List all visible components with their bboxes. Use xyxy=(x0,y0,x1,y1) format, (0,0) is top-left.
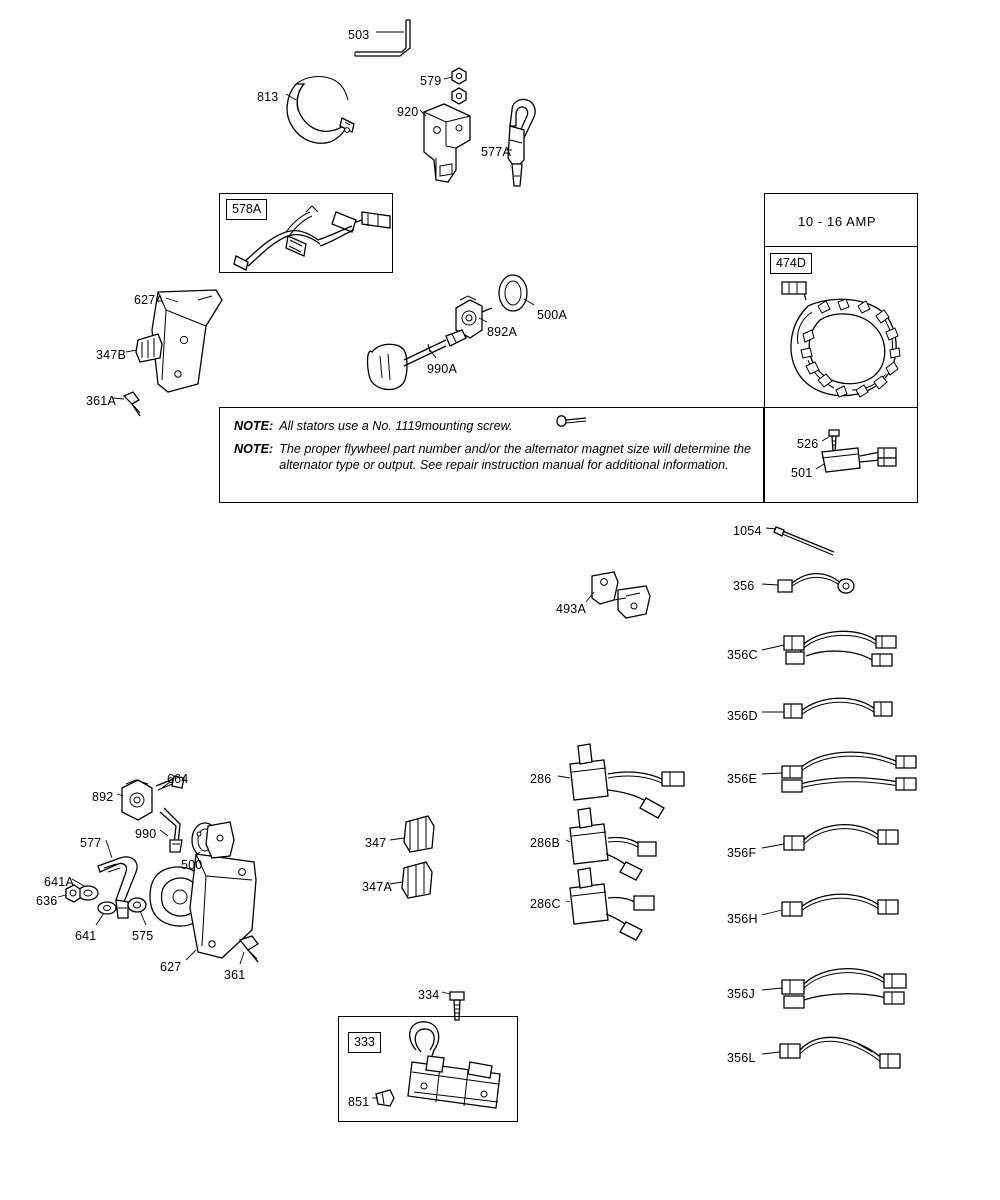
part-361A-artwork xyxy=(124,392,140,416)
callout-892: 892 xyxy=(92,790,114,804)
callout-356E: 356E xyxy=(727,772,757,786)
part-920-artwork xyxy=(424,104,470,182)
callout-286: 286 xyxy=(530,772,552,786)
amp-panel-title: 10 - 16 AMP xyxy=(798,214,877,229)
part-347-artwork xyxy=(404,816,434,852)
callout-356: 356 xyxy=(733,579,755,593)
callout-500: 500 xyxy=(181,858,203,872)
note-text: The proper flywheel part number and/or the alternator magnet size will determine the alternator type or output. See repair instruction manual for additional information. xyxy=(279,441,751,473)
callout-356L: 356L xyxy=(727,1051,756,1065)
callout-500A: 500A xyxy=(537,308,567,322)
callout-575: 575 xyxy=(132,929,154,943)
callout-526: 526 xyxy=(797,437,819,451)
callout-1054: 1054 xyxy=(733,524,762,538)
callout-356C: 356C xyxy=(727,648,758,662)
callout-361A: 361A xyxy=(86,394,116,408)
part-641-artwork xyxy=(98,902,116,914)
callout-636: 636 xyxy=(36,894,58,908)
callout-503: 503 xyxy=(348,28,370,42)
callout-641A: 641A xyxy=(44,875,74,889)
callout-box-578A: 578A xyxy=(226,199,267,220)
part-356E-artwork xyxy=(782,752,916,792)
callout-347B: 347B xyxy=(96,348,126,362)
notes-block xyxy=(219,407,764,503)
part-356L-artwork xyxy=(780,1037,900,1068)
callout-627A: 627A xyxy=(134,293,164,307)
callout-990A: 990A xyxy=(427,362,457,376)
part-577A-artwork xyxy=(508,99,535,186)
amp-panel-divider xyxy=(764,246,918,247)
amp-panel-divider-2 xyxy=(764,407,918,408)
note-tag: NOTE: xyxy=(234,419,274,433)
part-500A-artwork xyxy=(499,275,527,311)
part-286-artwork xyxy=(570,744,684,818)
callout-627: 627 xyxy=(160,960,182,974)
part-990A-artwork xyxy=(368,330,467,390)
callout-356J: 356J xyxy=(727,987,755,1001)
note-tag: NOTE: xyxy=(234,441,274,456)
part-356H-artwork xyxy=(782,894,898,916)
callout-579: 579 xyxy=(420,74,442,88)
part-356C-artwork xyxy=(784,631,896,666)
part-356-artwork xyxy=(778,574,854,593)
callout-356D: 356D xyxy=(727,709,758,723)
part-356J-artwork xyxy=(782,969,906,1008)
part-892-artwork xyxy=(122,780,152,820)
callout-920: 920 xyxy=(397,105,419,119)
part-493A-artwork xyxy=(592,572,650,618)
part-990-artwork xyxy=(160,808,182,852)
callout-501: 501 xyxy=(791,466,813,480)
part-1054-artwork xyxy=(774,527,834,555)
part-579-artwork xyxy=(452,68,466,104)
note-row-1 xyxy=(234,418,751,435)
callout-990: 990 xyxy=(135,827,157,841)
callout-356F: 356F xyxy=(727,846,757,860)
part-356D-artwork xyxy=(784,698,892,718)
callout-286B: 286B xyxy=(530,836,560,850)
part-347A-artwork xyxy=(402,862,432,898)
part-286C-artwork xyxy=(570,868,654,940)
part-575-artwork xyxy=(128,898,146,912)
callout-286C: 286C xyxy=(530,897,561,911)
callout-577A: 577A xyxy=(481,145,511,159)
callout-347A: 347A xyxy=(362,880,392,894)
callout-box-333: 333 xyxy=(348,1032,381,1053)
part-347B-artwork xyxy=(136,334,162,362)
note-text: All stators use a No. 1119mounting screw. xyxy=(279,419,513,433)
leader-lines xyxy=(58,32,829,1098)
callout-664: 664 xyxy=(167,772,189,786)
callout-641: 641 xyxy=(75,929,97,943)
part-813-artwork xyxy=(287,77,354,144)
frame-amp-panel xyxy=(764,193,918,503)
callout-347: 347 xyxy=(365,836,387,850)
note-row-2 xyxy=(234,441,751,474)
callout-box-474D: 474D xyxy=(770,253,812,274)
callout-813: 813 xyxy=(257,90,279,104)
part-356F-artwork xyxy=(784,825,898,850)
callout-361: 361 xyxy=(224,968,246,982)
part-641A-artwork xyxy=(78,886,98,900)
callout-356H: 356H xyxy=(727,912,758,926)
callout-851: 851 xyxy=(348,1095,370,1109)
callout-577: 577 xyxy=(80,836,102,850)
callout-334: 334 xyxy=(418,988,440,1002)
callout-892A: 892A xyxy=(487,325,517,339)
callout-493A: 493A xyxy=(556,602,586,616)
part-361-artwork xyxy=(240,936,258,962)
